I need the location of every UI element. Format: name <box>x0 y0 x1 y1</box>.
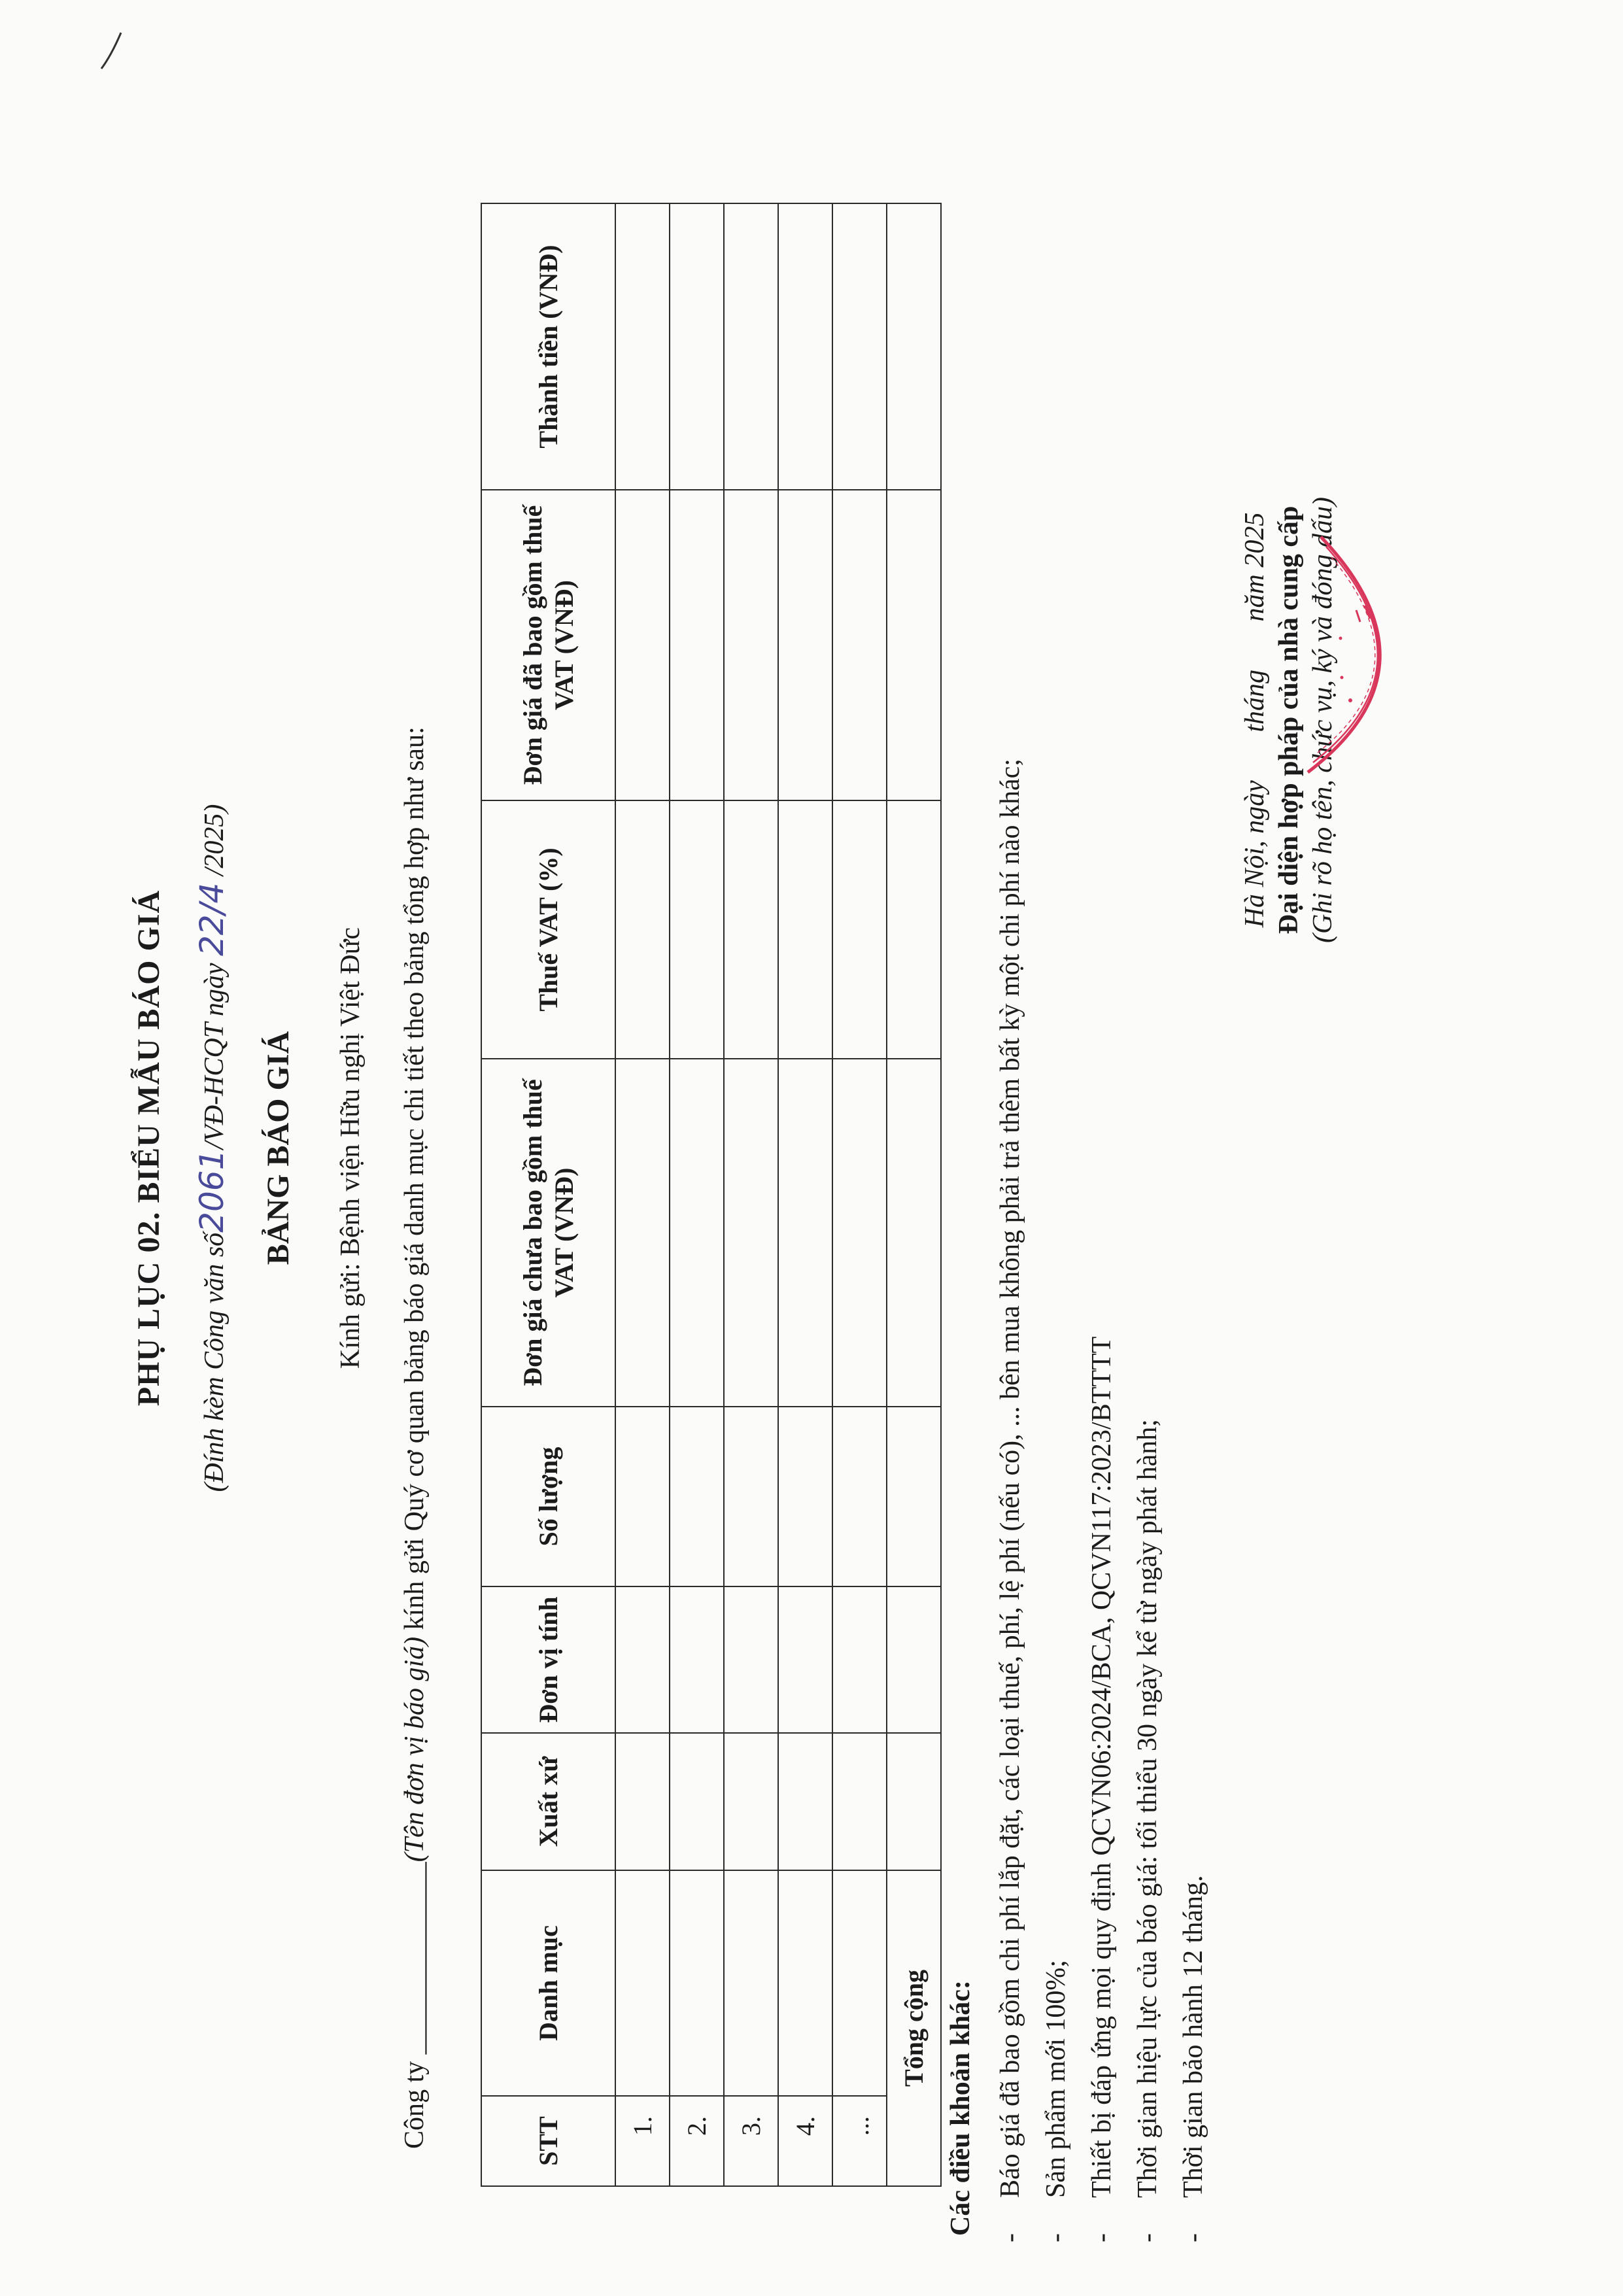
cell-price-incl[interactable] <box>832 490 887 800</box>
header-price-excl-vat: Đơn giá chưa bao gồm thuế VAT (VNĐ) <box>481 1059 615 1407</box>
attach-suffix: /2025) <box>199 804 230 876</box>
list-item: -Thời gian bảo hành 12 tháng. <box>1178 1875 1208 2242</box>
cell-amount[interactable] <box>724 203 778 490</box>
cell-price-excl[interactable] <box>724 1059 778 1407</box>
cell-price-excl[interactable] <box>887 1059 941 1407</box>
cell-item[interactable] <box>778 1870 832 2096</box>
attach-prefix: (Đính kèm Công văn số <box>199 1232 230 1492</box>
header-stt: STT <box>481 2096 615 2186</box>
signature-role: Đại diện hợp pháp của nhà cung cấp <box>1274 505 1304 934</box>
cell-amount-total[interactable] <box>887 203 941 490</box>
row-number: 4. <box>778 2096 832 2186</box>
table-row <box>832 203 887 2186</box>
header-vat: Thuế VAT (%) <box>481 800 615 1059</box>
row-number: 1. <box>615 2096 670 2186</box>
unit-hint: (Tên đơn vị báo giá) <box>400 1636 430 1862</box>
row-number: 2. <box>670 2096 724 2186</box>
cell-price-excl[interactable] <box>832 1059 887 1407</box>
header-amount: Thành tiền (VNĐ) <box>481 203 615 490</box>
cell-origin[interactable] <box>615 1733 670 1870</box>
cell-quantity[interactable] <box>670 1407 724 1586</box>
list-item: -Thời gian hiệu lực của báo giá: tối thiểu 30 ngày kể từ ngày phát hành; <box>1133 1419 1163 2242</box>
appendix-title: PHỤ LỤC 02. BIỂU MẪU BÁO GIÁ <box>131 889 166 1407</box>
stamp-mark-icon <box>1295 524 1439 798</box>
company-label: Công ty <box>400 2061 430 2149</box>
cell-price-incl[interactable] <box>670 490 724 800</box>
handwritten-doc-date: 22/4 <box>193 882 231 957</box>
cell-amount[interactable] <box>670 203 724 490</box>
cell-unit[interactable] <box>778 1586 832 1733</box>
cell-quantity[interactable] <box>615 1407 670 1586</box>
table-row <box>778 203 832 2186</box>
cell-vat[interactable] <box>832 800 887 1059</box>
cell-item[interactable] <box>670 1870 724 2096</box>
cell-price-incl[interactable] <box>778 490 832 800</box>
cell-amount[interactable] <box>615 203 670 490</box>
cell-quantity[interactable] <box>832 1407 887 1586</box>
quote-table <box>481 203 942 2187</box>
company-blank: ______________ <box>400 1862 430 2055</box>
header-quantity: Số lượng <box>481 1407 615 1586</box>
header-item: Danh mục <box>481 1870 615 2096</box>
cell-vat[interactable] <box>724 800 778 1059</box>
cell-origin[interactable] <box>670 1733 724 1870</box>
table-row <box>670 203 724 2186</box>
table-row <box>724 203 778 2186</box>
cell-price-excl[interactable] <box>615 1059 670 1407</box>
cell-origin[interactable] <box>887 1733 941 1870</box>
list-item: -Thiết bị đáp ứng mọi quy định QCVN06:2024/BCA, QCVN117:2023/BTTTT <box>1087 1336 1117 2242</box>
quote-title: BẢNG BÁO GIÁ <box>261 1031 296 1265</box>
cell-price-incl[interactable] <box>724 490 778 800</box>
cell-price-excl[interactable] <box>670 1059 724 1407</box>
cell-quantity[interactable] <box>778 1407 832 1586</box>
cell-item[interactable] <box>724 1870 778 2096</box>
handwritten-doc-number: 2061 <box>193 1149 231 1233</box>
terms-title: Các điều khoản khác: <box>946 1980 976 2236</box>
cell-quantity[interactable] <box>887 1407 941 1586</box>
terms-list <box>987 759 1216 2242</box>
cell-quantity[interactable] <box>724 1407 778 1586</box>
table-total-row <box>887 203 941 2186</box>
cell-unit[interactable] <box>724 1586 778 1733</box>
row-number: 3. <box>724 2096 778 2186</box>
cell-origin[interactable] <box>832 1733 887 1870</box>
table-header-row <box>481 203 615 2186</box>
cell-unit[interactable] <box>832 1586 887 1733</box>
cell-price-excl[interactable] <box>778 1059 832 1407</box>
intro-text: kính gửi Quý cơ quan bảng báo giá danh mục chi tiết theo bảng tổng hợp như sau: <box>400 727 430 1637</box>
cell-origin[interactable] <box>724 1733 778 1870</box>
list-item: -Sản phẩm mới 100%; <box>1041 1959 1071 2242</box>
cell-vat[interactable] <box>778 800 832 1059</box>
row-number: ... <box>832 2096 887 2186</box>
intro-line <box>399 727 430 2149</box>
cell-price-incl[interactable] <box>887 490 941 800</box>
place-date: Hà Nội, ngày tháng năm 2025 <box>1240 512 1270 928</box>
header-price-incl-vat: Đơn giá đã bao gồm thuế VAT (VNĐ) <box>481 490 615 800</box>
cell-item[interactable] <box>832 1870 887 2096</box>
total-label: Tổng cộng <box>887 1870 941 2186</box>
cell-unit[interactable] <box>887 1586 941 1733</box>
addressee: Kính gửi: Bệnh viện Hữu nghị Việt Đức <box>335 927 366 1369</box>
cell-vat[interactable] <box>670 800 724 1059</box>
signature-note: (Ghi rõ họ tên, chức vụ, ký và đóng dấu) <box>1308 497 1338 943</box>
cell-amount[interactable] <box>778 203 832 490</box>
header-unit: Đơn vị tính <box>481 1586 615 1733</box>
cell-amount[interactable] <box>832 203 887 490</box>
cell-vat[interactable] <box>887 800 941 1059</box>
attachment-reference <box>193 0 231 2296</box>
cell-unit[interactable] <box>670 1586 724 1733</box>
cell-item[interactable] <box>615 1870 670 2096</box>
header-origin: Xuất xứ <box>481 1733 615 1870</box>
list-item: -Báo giá đã bao gồm chi phí lắp đặt, các loại thuế, phí, lệ phí (nếu có), ... bên mua không phải trả thêm bất kỳ một chi phí nào khác; <box>995 759 1025 2242</box>
cell-unit[interactable] <box>615 1586 670 1733</box>
attach-middle: /VĐ-HCQT ngày <box>199 963 230 1150</box>
cell-vat[interactable] <box>615 800 670 1059</box>
cell-origin[interactable] <box>778 1733 832 1870</box>
cell-price-incl[interactable] <box>615 490 670 800</box>
table-row <box>615 203 670 2186</box>
pen-tick-icon <box>98 26 124 72</box>
